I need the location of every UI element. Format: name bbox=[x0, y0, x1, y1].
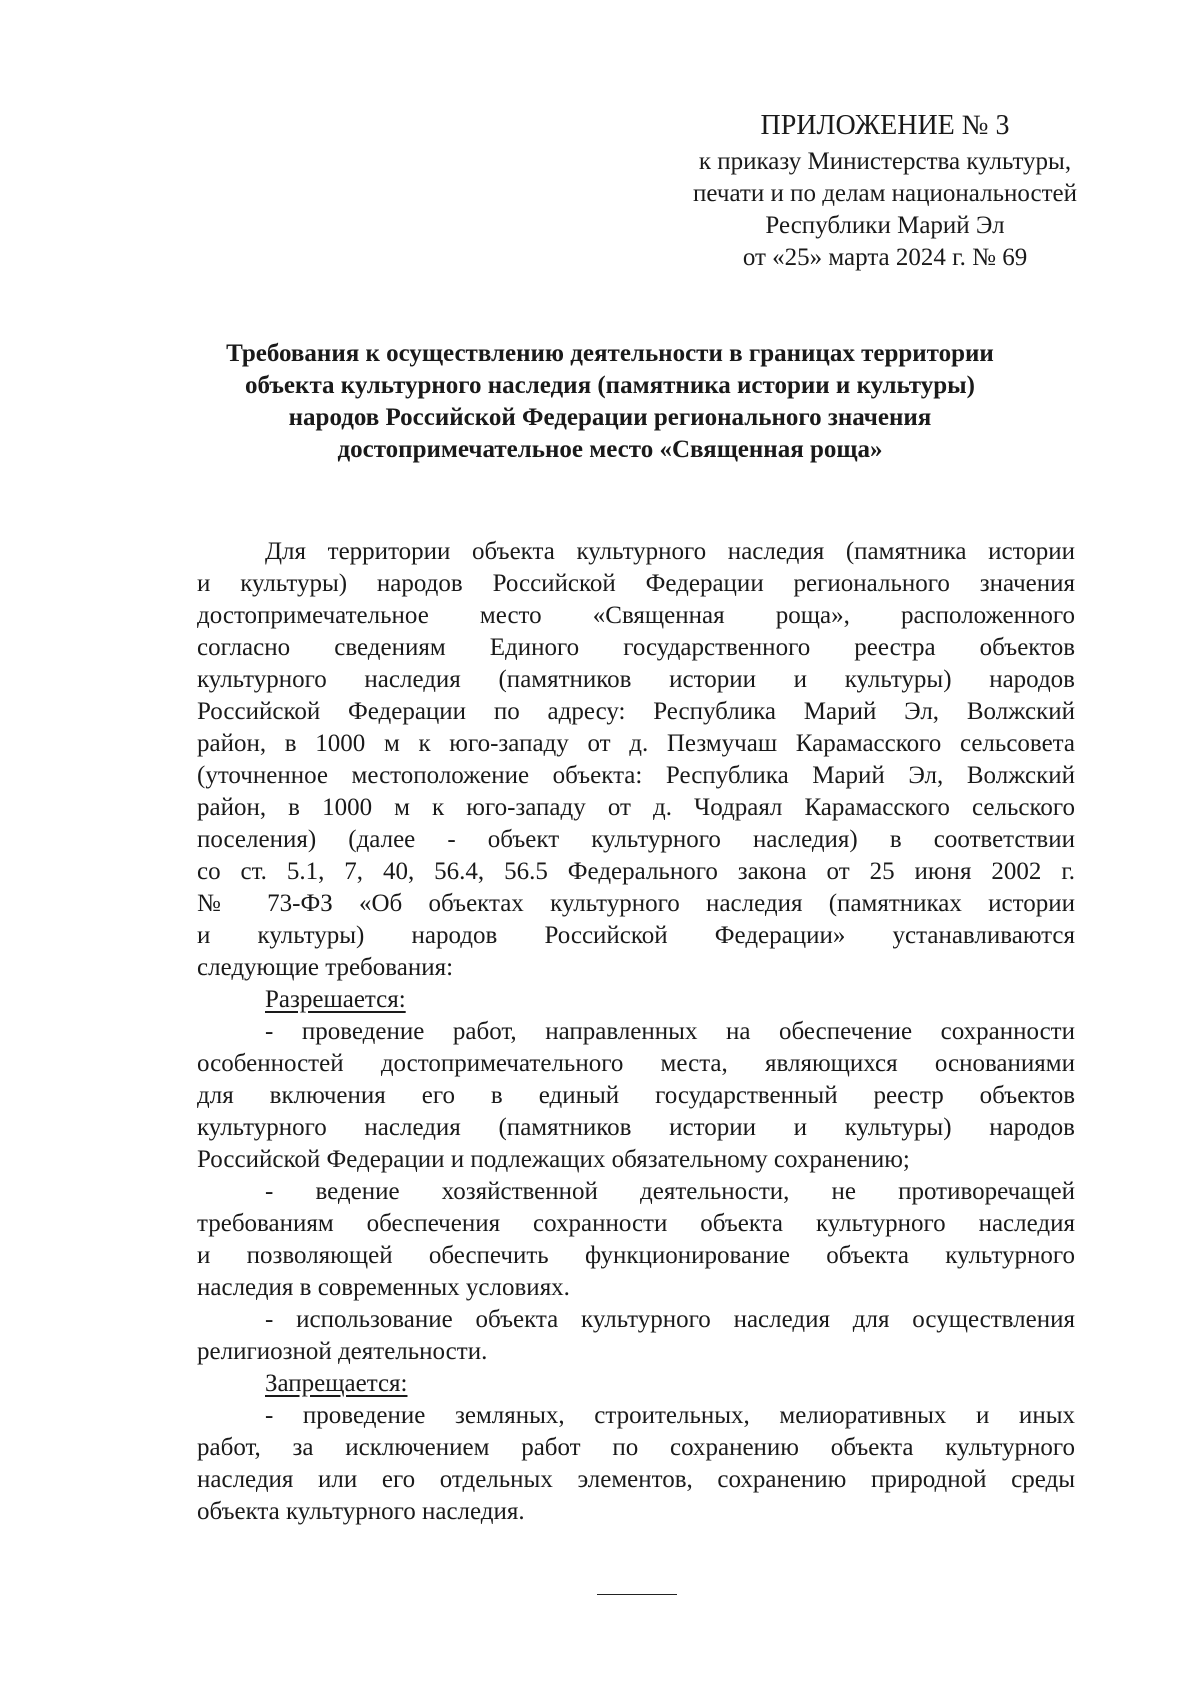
allowed-heading: Разрешается: bbox=[265, 986, 406, 1013]
intro-line: Российской Федерации по адресу: Республика Марий Эл, Волжский bbox=[197, 698, 1075, 725]
intro-line: Для территории объекта культурного наследия (памятника истории bbox=[265, 538, 1075, 565]
allowed-item-line: для включения его в единый государственный реестр объектов bbox=[197, 1082, 1075, 1109]
document-title bbox=[150, 338, 1070, 466]
intro-line: культурного наследия (памятников истории и культуры) народов bbox=[197, 666, 1075, 693]
document-title-line: народов Российской Федерации регионального значения bbox=[288, 404, 932, 431]
intro-line: район, в 1000 м к юго-западу от д. Пезмучаш Карамасского сельсовета bbox=[197, 730, 1075, 757]
forbidden-item-line: объекта культурного наследия. bbox=[197, 1498, 525, 1525]
allowed-item-line: и позволяющей обеспечить функционирование объекта культурного bbox=[197, 1242, 1075, 1269]
intro-line: (уточненное местоположение объекта: Республика Марий Эл, Волжский bbox=[197, 762, 1075, 789]
appendix-header-line: к приказу Министерства культуры, bbox=[698, 148, 1072, 175]
intro-line: № 73-ФЗ «Об объектах культурного наследия (памятниках истории bbox=[197, 890, 1075, 917]
intro-line: и культуры) народов Российской Федерации регионального значения bbox=[197, 570, 1075, 597]
intro-line: район, в 1000 м к юго-западу от д. Чодраял Карамасского сельского bbox=[197, 794, 1075, 821]
document-body bbox=[197, 536, 1075, 1528]
allowed-heading-row bbox=[197, 984, 1075, 1016]
intro-line: поселения) (далее - объект культурного наследия) в соответствии bbox=[197, 826, 1075, 853]
forbidden-heading-row bbox=[197, 1368, 1075, 1400]
intro-line: и культуры) народов Российской Федерации» устанавливаются bbox=[197, 922, 1075, 949]
appendix-header bbox=[650, 108, 1120, 274]
appendix-header-line: Республики Марий Эл bbox=[765, 212, 1005, 239]
appendix-header-line: от «25» марта 2024 г. № 69 bbox=[742, 244, 1028, 271]
forbidden-item-line: - проведение земляных, строительных, мелиоративных и иных bbox=[265, 1402, 1075, 1429]
allowed-item-line: - использование объекта культурного наследия для осуществления bbox=[265, 1306, 1075, 1333]
intro-line: достопримечательное место «Священная роща», расположенного bbox=[197, 602, 1075, 629]
intro-line: со ст. 5.1, 7, 40, 56.4, 56.5 Федерального закона от 25 июня 2002 г. bbox=[197, 858, 1075, 885]
document-title-line: Требования к осуществлению деятельности в границах территории bbox=[226, 340, 994, 367]
allowed-item-line: требованиям обеспечения сохранности объекта культурного наследия bbox=[197, 1210, 1075, 1237]
appendix-title: ПРИЛОЖЕНИЕ № 3 bbox=[760, 110, 1010, 141]
allowed-item-line: религиозной деятельности. bbox=[197, 1338, 488, 1365]
document-title-line: достопримечательное место «Священная роща» bbox=[337, 436, 883, 463]
forbidden-heading: Запрещается: bbox=[265, 1370, 408, 1397]
intro-line: согласно сведениям Единого государственного реестра объектов bbox=[197, 634, 1075, 661]
allowed-item-line: Российской Федерации и подлежащих обязательному сохранению; bbox=[197, 1146, 910, 1173]
allowed-item-line: - проведение работ, направленных на обеспечение сохранности bbox=[265, 1018, 1075, 1045]
forbidden-item-line: работ, за исключением работ по сохранению объекта культурного bbox=[197, 1434, 1075, 1461]
allowed-item-line: особенностей достопримечательного места, являющихся основаниями bbox=[197, 1050, 1075, 1077]
allowed-item-line: наследия в современных условиях. bbox=[197, 1274, 570, 1301]
document-title-line: объекта культурного наследия (памятника истории и культуры) bbox=[244, 372, 975, 399]
end-of-document-rule bbox=[597, 1594, 677, 1595]
allowed-item-line: - ведение хозяйственной деятельности, не противоречащей bbox=[265, 1178, 1075, 1205]
appendix-header-line: печати и по делам национальностей bbox=[693, 180, 1077, 207]
forbidden-item-line: наследия или его отдельных элементов, сохранению природной среды bbox=[197, 1466, 1075, 1493]
allowed-item-line: культурного наследия (памятников истории и культуры) народов bbox=[197, 1114, 1075, 1141]
intro-line: следующие требования: bbox=[197, 954, 454, 981]
